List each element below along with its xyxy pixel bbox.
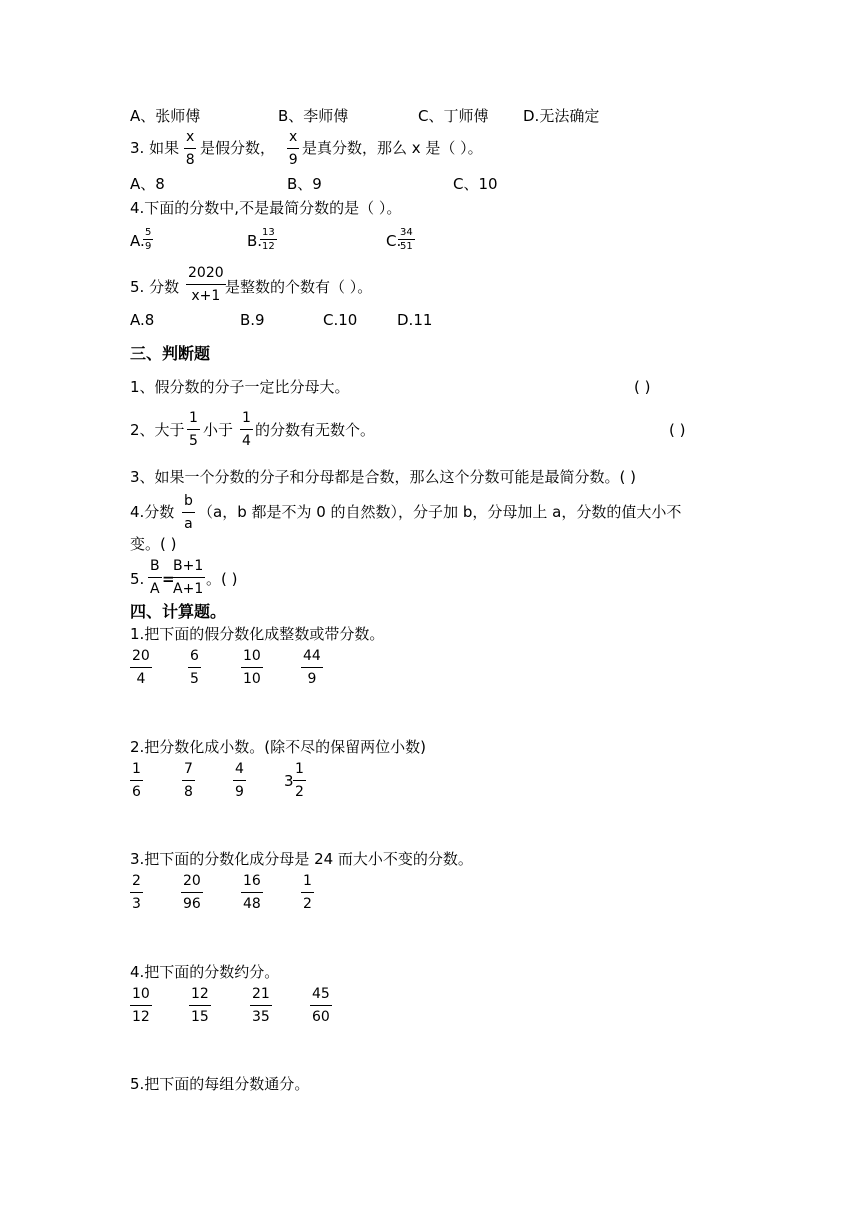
denominator: 2 [295,784,304,800]
judge-2-fraction-1 [187,410,200,450]
q3-fraction-2 [287,129,299,169]
denominator: 15 [191,1009,209,1025]
judge-4-fraction [182,493,195,533]
q3-option-c: C、10 [453,175,498,193]
numerator: 10 [130,986,152,1006]
numerator: 13 [262,227,275,238]
denominator: 96 [183,896,201,912]
denominator: 6 [132,784,141,800]
judge-5-fraction-2 [171,558,205,598]
numerator: 12 [189,986,211,1006]
judge-2-prefix: 2、大于 [130,421,185,439]
q3-suffix: 是真分数，那么 x 是（ ）。 [302,139,483,157]
q3-prefix: 3. 如果 [130,139,180,157]
q4-b-fraction [260,227,277,252]
numerator: 45 [310,986,332,1006]
denominator: 9 [307,671,317,687]
numerator: 6 [188,648,201,668]
calc-2-mixed-fraction [293,761,306,801]
denominator: 9 [288,152,298,168]
numerator: 5 [145,227,152,238]
q5-prefix: 5. 分数 [130,278,180,296]
judge-5-prefix: 5. [130,570,145,588]
denominator: 10 [243,671,261,687]
denominator: 12 [132,1009,150,1025]
judge-4-line-2: 变。( ) [130,535,177,553]
numerator: 10 [241,648,263,668]
denominator: a [184,516,193,532]
judge-4-text: （a，b 都是不为 0 的自然数），分子加 b，分母加上 a，分数的值大小不 [198,503,682,521]
q3-option-a: A、8 [130,175,165,193]
denominator: 9 [145,241,152,252]
numerator: x [184,129,196,149]
numerator: B+1 [171,558,205,578]
q5-fraction [186,265,226,305]
denominator: 3 [132,896,141,912]
calc-2-fraction [130,761,143,801]
calc-2-mixed-whole: 3 [284,772,294,790]
calc-3-fraction [130,873,143,913]
numerator: 34 [400,227,413,238]
q2-option-b: B、李师傅 [278,107,349,125]
numerator: 44 [301,648,323,668]
denominator: A+1 [173,581,204,597]
denominator: 9 [235,784,244,800]
judge-2-middle: 小于 [203,421,234,439]
numerator: 20 [130,648,152,668]
numerator: 16 [241,873,263,893]
denominator: 35 [252,1009,270,1025]
calc-4-fraction [130,986,152,1026]
calc-1-fraction [241,648,263,688]
calc-4-fraction [250,986,272,1026]
q4-question: 4.下面的分数中,不是最简分数的是（ ）。 [130,199,402,217]
judge-3-text: 3、如果一个分数的分子和分母都是合数，那么这个分数可能是最简分数。( ) [130,468,637,486]
denominator: 4 [136,671,146,687]
judge-2-suffix: 的分数有无数个。 [255,421,376,439]
calc-5-text: 5.把下面的每组分数通分。 [130,1075,310,1093]
calc-4-fraction [310,986,332,1026]
denominator: 8 [185,152,195,168]
denominator: 4 [242,433,251,449]
q2-option-a: A、张师傅 [130,107,201,125]
denominator: 60 [312,1009,330,1025]
calc-4-fraction [189,986,211,1026]
q5-suffix: 是整数的个数有（ ）。 [225,278,373,296]
numerator: b [182,493,195,513]
calc-1-fraction [130,648,152,688]
q5-option-d: D.11 [397,311,433,329]
judge-5-suffix: 。( ) [206,570,238,588]
q5-option-a: A.8 [130,311,155,329]
calc-3-text: 3.把下面的分数化成分母是 24 而大小不变的分数。 [130,850,473,868]
calc-3-fraction [181,873,203,913]
denominator: 12 [262,241,275,252]
numerator: 7 [182,761,195,781]
numerator: 2 [130,873,143,893]
q3-middle: 是假分数， [200,139,276,157]
numerator: x [287,129,299,149]
denominator: 2 [303,896,312,912]
calc-3-fraction [241,873,263,913]
q3-fraction-1 [184,129,196,169]
denominator: 5 [189,433,198,449]
numerator: 21 [250,986,272,1006]
numerator: 1 [301,873,314,893]
q4-a-fraction [143,227,153,252]
q3-option-b: B、9 [287,175,322,193]
judge-5-equals: = [162,570,175,588]
calc-1-fraction [188,648,201,688]
numerator: 20 [181,873,203,893]
numerator: 2020 [186,265,226,285]
q5-option-c: C.10 [323,311,358,329]
judge-5-fraction-1 [148,558,162,598]
q5-option-b: B.9 [240,311,265,329]
denominator: 5 [190,671,199,687]
q2-option-c: C、丁师傅 [418,107,489,125]
judge-1-paren: ( ) [634,378,651,396]
numerator: 1 [187,410,200,430]
calc-2-text: 2.把分数化成小数。(除不尽的保留两位小数) [130,738,427,756]
q4-b-label: B. [247,232,263,250]
denominator: 8 [184,784,193,800]
calc-2-fraction [182,761,195,801]
q4-a-label: A. [130,232,145,250]
numerator: 4 [233,761,246,781]
q4-c-label: C. [386,232,402,250]
denominator: 48 [243,896,261,912]
judge-1-text: 1、假分数的分子一定比分母大。 [130,378,350,396]
section-4-title: 四、计算题。 [130,602,227,621]
denominator: A [150,581,160,597]
numerator: B [148,558,162,578]
judge-2-fraction-2 [240,410,253,450]
calc-3-fraction [301,873,314,913]
q4-c-fraction [398,227,415,252]
numerator: 1 [240,410,253,430]
q2-option-d: D.无法确定 [523,107,600,125]
denominator: 51 [400,241,413,252]
calc-4-text: 4.把下面的分数约分。 [130,963,280,981]
denominator: x+1 [191,288,221,304]
numerator: 1 [293,761,306,781]
judge-2-paren: ( ) [669,421,686,439]
section-3-title: 三、判断题 [130,344,211,363]
calc-1-fraction [301,648,323,688]
numerator: 1 [130,761,143,781]
judge-4-prefix: 4.分数 [130,503,175,521]
calc-2-fraction [233,761,246,801]
calc-1-text: 1.把下面的假分数化成整数或带分数。 [130,625,385,643]
